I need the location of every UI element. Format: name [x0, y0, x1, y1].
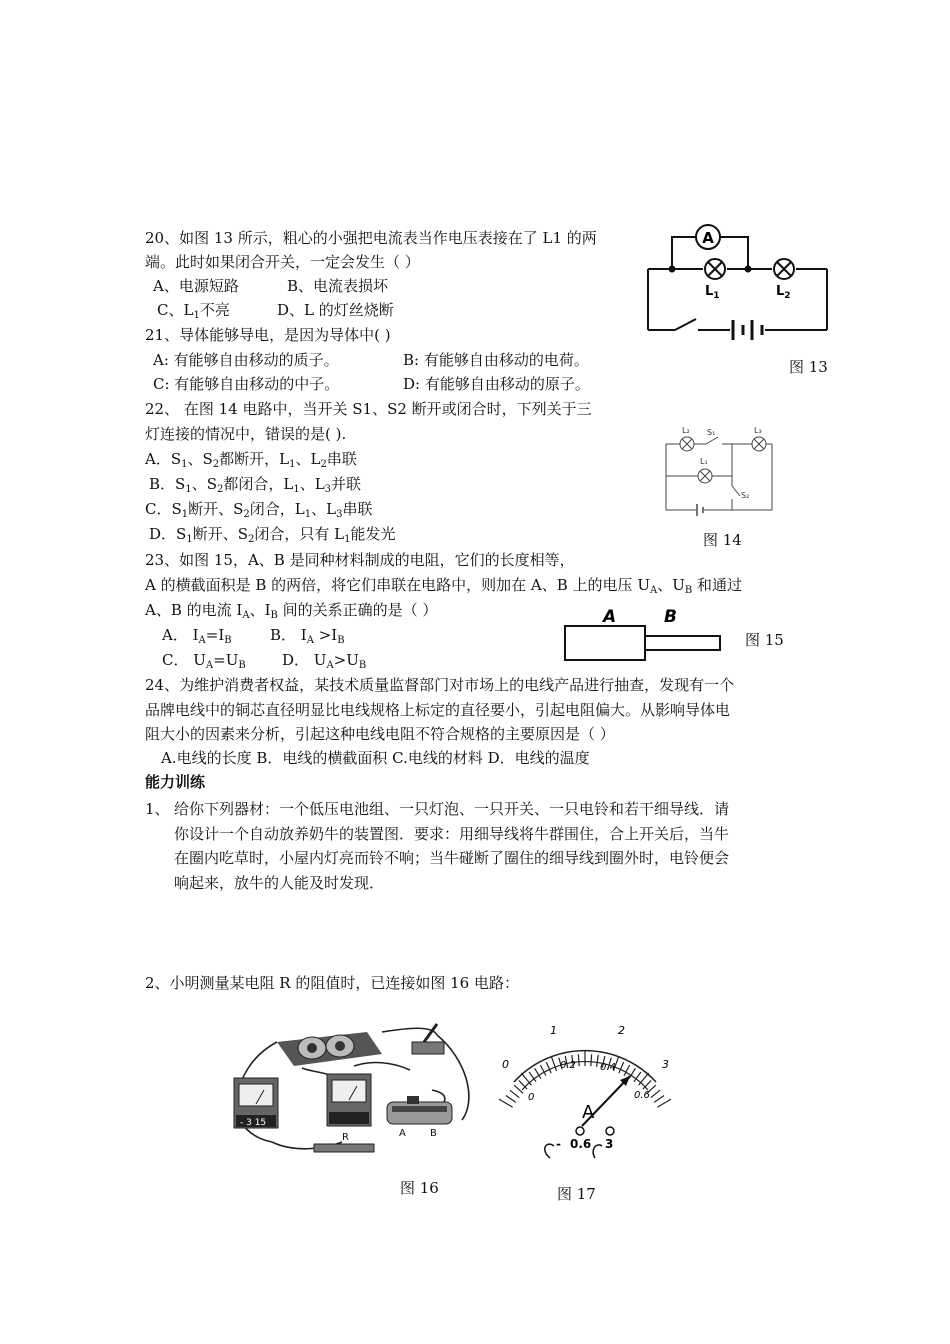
q23-stem-line1: 23、如图 15，A、B 是同种材料制成的电阻，它们的长度相等，: [145, 551, 575, 569]
figure-13-caption: 图 13: [789, 358, 828, 376]
q21-option-d: D: 有能够自由移动的原子。: [403, 375, 590, 393]
figure-14-caption: 图 14: [703, 531, 742, 549]
q20-option-d: D、L 的灯丝烧断: [277, 301, 394, 319]
lamp-l3-icon: [752, 437, 766, 451]
p1-line1: 给你下列器材：一个低压电池组、一只灯泡、一只开关、一只电铃和若干细导线．请: [174, 800, 730, 818]
voltmeter-icon: [234, 1078, 278, 1128]
lamp-l2-label: $L_2$: [776, 284, 791, 301]
figure-17-caption: 图 17: [557, 1185, 596, 1203]
lamp-l2-label: L₂: [682, 426, 690, 435]
terminal-3: 3: [605, 1137, 614, 1151]
dial-tick: [521, 1073, 531, 1085]
q23-option-d: D． $U_A>U_B$: [282, 651, 367, 671]
outer-scale-0: 0: [502, 1058, 509, 1071]
figure-15-caption: 图 15: [745, 631, 784, 649]
svg-text:- 3 15: - 3 15: [240, 1118, 267, 1128]
dial-tick: [578, 1054, 579, 1066]
dial-tick: [619, 1062, 624, 1073]
svg-text:R: R: [342, 1132, 349, 1143]
resistor-b: [645, 636, 720, 650]
dial-tick: [639, 1073, 649, 1085]
dial-tick: [499, 1099, 513, 1107]
inner-scale-02: 0.2: [560, 1060, 576, 1071]
q21-stem: 21、导体能够导电，是因为导体中( ): [145, 326, 391, 344]
q20-option-c: C、$L_1$不亮: [157, 301, 230, 321]
p2-stem: 2、小明测量某电阻 R 的阻值时，已连接如图 16 电路：: [145, 974, 519, 992]
resistor-b-label: B: [664, 607, 677, 627]
q20-stem-line1: 20、如图 13 所示，粗心的小强把电流表当作电压表接在了 L1 的两: [145, 229, 597, 247]
q24-stem-line3: 阻大小的因素来分析，引起这种电线电阻不符合规格的主要原因是（ ）: [145, 725, 615, 743]
q22-option-a: A．$S_1$、$S_2$都断开，$L_1$、$L_2$串联: [145, 450, 357, 470]
inner-scale-06: 0.6: [634, 1090, 650, 1101]
dial-tick: [651, 1090, 660, 1097]
lamp-l3-label: L₃: [754, 426, 762, 435]
figure-17-ammeter-dial: [490, 1018, 680, 1163]
dial-tick: [597, 1055, 599, 1067]
resistor-r-icon: [314, 1132, 374, 1152]
svg-text:B: B: [430, 1128, 437, 1139]
p1-line2: 你设计一个自动放养奶牛的装置图．要求：用细导线将牛群围住，合上开关后，当牛: [174, 825, 730, 843]
q22-option-c: C．$S_1$断开、$S_2$闭合，$L_1$、$L_3$串联: [145, 500, 373, 520]
svg-text:A: A: [399, 1128, 406, 1139]
q23-option-a: A． $I_A=I_B$: [162, 626, 232, 646]
ammeter-label: A: [702, 229, 714, 247]
ammeter-icon: [327, 1074, 371, 1126]
q22-option-b: B．$S_1$、$S_2$都闭合，$L_1$、$L_3$并联: [149, 475, 362, 495]
q24-stem-line1: 24、为维护消费者权益，某技术质量监督部门对市场上的电线产品进行抽查，发现有一个: [145, 676, 735, 694]
dial-tick: [657, 1099, 671, 1107]
rheostat-icon: [387, 1096, 452, 1139]
q22-option-d: D．$S_1$断开、$S_2$闭合，只有 $L_1$能发光: [149, 525, 396, 545]
terminal-06: 0.6: [570, 1137, 592, 1151]
inner-scale-0: 0: [528, 1092, 535, 1103]
outer-scale-1: 1: [550, 1024, 557, 1037]
switch-s2-label: S₂: [741, 491, 750, 500]
q24-options: A.电线的长度 B．电线的横截面积 C.电线的材料 D．电线的温度: [161, 749, 590, 767]
dial-unit-label: A: [582, 1102, 595, 1123]
p1-line3: 在圈内吃草时，小屋内灯亮而铃不响；当牛碰断了圈住的细导线到圈外时，电铃便会: [174, 849, 730, 867]
dial-tick: [519, 1080, 527, 1089]
dial-tick: [546, 1062, 551, 1073]
lamp-l1-icon: [698, 469, 712, 483]
dial-tick: [591, 1054, 592, 1066]
q21-option-a: A: 有能够自由移动的质子。: [153, 351, 339, 369]
q23-option-c: C． $U_A=U_B$: [162, 651, 246, 671]
section-title: 能力训练: [145, 773, 206, 791]
dial-tick: [510, 1090, 519, 1097]
figure-14-circuit: [660, 424, 780, 516]
lamp-l1-label: L₁: [700, 457, 708, 466]
q21-option-c: C: 有能够自由移动的中子。: [153, 375, 340, 393]
lamp-l2-icon: [774, 259, 794, 279]
p1-number: 1、: [145, 800, 170, 818]
q24-stem-line2: 品牌电线中的铜芯直径明显比电线规格上标定的直径要小，引起电阻偏大。从影响导体电: [145, 701, 731, 719]
dial-tick: [506, 1096, 516, 1103]
p1-line4: 响起来，放牛的人能及时发现．: [174, 874, 385, 892]
resistor-a-label: A: [603, 607, 617, 627]
dial-tick: [514, 1085, 523, 1093]
battery-holder-icon: [277, 1032, 382, 1066]
lamp-l1-label: $L_1$: [705, 284, 720, 301]
lamp-l1-icon: [705, 259, 725, 279]
switch-s1-label: S₁: [707, 428, 716, 437]
figure-15-resistors: [560, 602, 740, 664]
q20-stem-line2: 端。此时如果闭合开关，一定会发生（ ）: [145, 253, 420, 271]
outer-scale-2: 2: [618, 1024, 625, 1037]
dial-tick: [654, 1096, 664, 1103]
q20-option-b: B、电流表损坏: [287, 277, 389, 295]
q23-option-b: B． $I_A >I_B$: [270, 626, 345, 646]
figure-13-circuit: [640, 218, 835, 338]
outer-scale-3: 3: [662, 1058, 669, 1071]
q20-option-a: A、电源短路: [153, 277, 239, 295]
lamp-l2-icon: [680, 437, 694, 451]
terminal-negative: -: [556, 1137, 561, 1151]
q22-stem-line2: 灯连接的情况中，错误的是( ).: [145, 425, 347, 443]
q23-stem-line3: A、B 的电流 $I_A$、$I_B$ 间的关系正确的是（ ）: [145, 601, 438, 621]
dial-tick: [643, 1080, 651, 1089]
inner-scale-04: 0.4: [600, 1062, 616, 1073]
resistor-a: [565, 626, 645, 660]
q23-stem-line2: A 的横截面积是 B 的两倍，将它们串联在电路中，则加在 A、B 上的电压 $U_A$、$U_B$ 和通过: [145, 576, 742, 596]
figure-16-caption: 图 16: [400, 1179, 439, 1197]
q21-option-b: B: 有能够自由移动的电荷。: [403, 351, 589, 369]
figure-16-apparatus: [232, 1020, 482, 1158]
q22-stem-line1: 22、 在图 14 电路中，当开关 S1、S2 断开或闭合时，下列关于三: [145, 400, 592, 418]
